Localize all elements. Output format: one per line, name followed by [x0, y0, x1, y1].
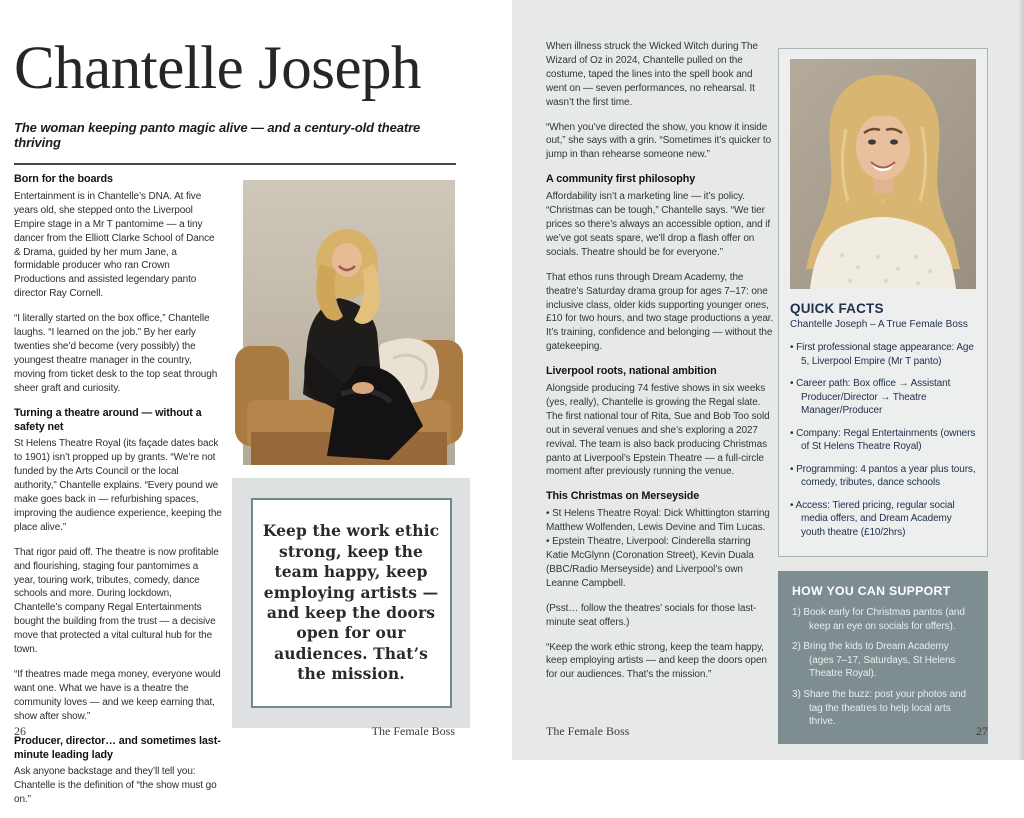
quick-fact: • First professional stage appearance: Age 5, Liverpool Empire (Mr T panto) [790, 342, 974, 367]
page-number-left: 26 [14, 724, 26, 738]
paragraph: Entertainment is in Chantelle’s DNA. At five years old, she stepped onto the Liverpool Empire stage in a Mr T pantomime — a tiny dancer from the Elliott Clarke School of Dance & Drama, guided by her mum Jane, a formidable producer who ran Crown Productions and assisted legendary panto director Ray Cornell. [14, 190, 215, 300]
quick-facts-subheading: Chantelle Joseph – A True Female Boss [790, 319, 968, 330]
support-heading: HOW YOU CAN SUPPORT [792, 584, 951, 598]
support-step: 1) Book early for Christmas pantos (and keep an eye on socials for offers). [792, 607, 965, 632]
article-header [14, 35, 456, 165]
paragraph: (Psst… follow the theatres’ socials for those last-minute seat offers.) [546, 602, 757, 628]
paragraph: • Epstein Theatre, Liverpool: Cinderella starring Katie McGlynn (Coronation Street), Kevin Duala (BBC/Radio Merseyside) and Liverpool’s own Leanne Campbell. [546, 536, 754, 589]
article-column-left [14, 172, 222, 818]
paragraph: • St Helens Theatre Royal: Dick Whittington starring Matthew Wolfenden, Lewis Devine and Tim Lucas. [546, 508, 770, 534]
paragraph: That ethos runs through Dream Academy, the theatre’s Saturday drama group for ages 7–17: one inclusive class, older kids supporting younger ones, £10 for two hours, and two stage productions a year. It’s training, confidence and belonging — without the gatekeeping. [546, 271, 774, 353]
page-title: Chantelle Joseph [14, 35, 422, 102]
right-page [512, 0, 1024, 760]
quick-facts-heading: QUICK FACTS [790, 301, 884, 316]
article-column-middle [546, 40, 774, 693]
pull-quote-box [251, 498, 452, 708]
quick-fact: • Career path: Box office → Assistant Producer/Director → Theatre Manager/Producer [790, 378, 951, 416]
paragraph: That rigor paid off. The theatre is now profitable and flourishing, staging four pantomimes a year, touring work, tributes, comedy, dance schools and more. During lockdown, Chantelle’s company Regal Entertainments bought the building from the trust — a decisive move that protected a vital cultural hub for the town. [14, 546, 219, 656]
paragraph: Ask anyone backstage and they’ll tell you: Chantelle is the definition of “the show must go on.” [14, 766, 217, 806]
section-heading: This Christmas on Merseyside [546, 490, 700, 503]
section-heading: A community first philosophy [546, 173, 696, 186]
paragraph: Alongside producing 74 festive shows in six weeks (yes, really), Chantelle is growing the Regal slate. The first national tour of Rita, Sue and Bob Too sold out in several venues and she’s exploring a 2027 revival. The team is also back producing Christmas panto at Liverpool’s Epstein Theatre — a full-circle moment after previously running the venue. [546, 383, 770, 478]
section-heading: Liverpool roots, national ambition [546, 365, 717, 378]
paragraph: “I literally started on the box office,” Chantelle laughs. “I learned on the job.” By her early twenties she’d become (very possibly) the youngest theatre manager in the country, moving from ticket desk to the top seat through sheer graft and curiosity. [14, 313, 218, 394]
support-step: 2) Bring the kids to Dream Academy (ages 7–17, Saturdays, St Helens Theatre Royal). [792, 641, 956, 680]
magazine-name-left: The Female Boss [371, 724, 455, 738]
section-heading: Born for the boards [14, 173, 113, 185]
header-divider [14, 163, 456, 165]
paragraph: “Keep the work ethic strong, keep the team happy, keep employing artists — and keep the doors open for our audiences. That’s the mission.” [546, 641, 767, 681]
quick-facts-list [790, 341, 976, 539]
page-number-right: 27 [976, 724, 988, 738]
paragraph: “If theatres made mega money, everyone would want one. What we have is a theatre the community loves — and we keep earning that, show after show.” [14, 669, 221, 722]
sofa-photo [243, 180, 455, 465]
paragraph: St Helens Theatre Royal (its façade dates back to 1901) isn’t propped up by grants. “We’re not funded by the Arts Council or the local authority,” Chantelle explains. “Every pound we make goes back in — refurbishing spaces, improving the audience experience, keeping the place alive.” [14, 438, 222, 533]
portrait-photo [790, 59, 976, 289]
paragraph: “When you’ve directed the show, you know it inside out,” she says with a grin. “Sometimes it’s quicker to jump in than rehearse someone new.” [546, 121, 772, 161]
right-page-footer [546, 724, 988, 739]
quick-fact: • Programming: 4 pantos a year plus tours, comedy, tributes, dance schools [790, 463, 976, 488]
paragraph: Affordability isn’t a marketing line — it’s policy. “Christmas can be tough,” Chantelle says. “We tier prices so there’s always an accessible option, and if we’ve got seats spare, we’ll drop a flash offer on socials. Theatre should be for everyone.” [546, 191, 771, 258]
paragraph: When illness struck the Wicked Witch during The Wizard of Oz in 2024, Chantelle pulled on the costume, taped the lines into the spell book and went on — seven performances, no rehearsal. It wasn’t the first time. [546, 41, 758, 108]
quick-fact: • Access: Tiered pricing, regular social media offers, and Dream Academy youth theatre (£10/2hrs) [790, 499, 955, 538]
left-page [0, 0, 512, 806]
page-edge-shadow [1018, 0, 1024, 760]
pull-quote-text: Keep the work ethic strong, keep the team happy, keep employing artists — and keep the doors open for our audiences. That’s the mission. [262, 521, 440, 684]
article-subtitle: The woman keeping panto magic alive — and a century-old theatre thriving [14, 120, 421, 151]
pull-quote-panel [232, 478, 470, 728]
section-heading: Producer, director… and sometimes last-minute leading lady [14, 734, 221, 761]
support-list [792, 606, 974, 729]
support-step: 3) Share the buzz: post your photos and tag the theatres to help local arts thrive. [792, 688, 966, 728]
support-box [778, 571, 988, 744]
sofa-photo-illustration [243, 180, 455, 465]
portrait-illustration [790, 59, 976, 289]
sidebar [778, 48, 988, 744]
quick-facts-box [778, 48, 988, 557]
magazine-name-right: The Female Boss [546, 724, 630, 738]
left-page-footer [14, 724, 455, 739]
section-heading: Turning a theatre around — without a safety net [14, 406, 202, 433]
quick-fact: • Company: Regal Entertainments (owners of St Helens Theatre Royal) [790, 427, 976, 452]
